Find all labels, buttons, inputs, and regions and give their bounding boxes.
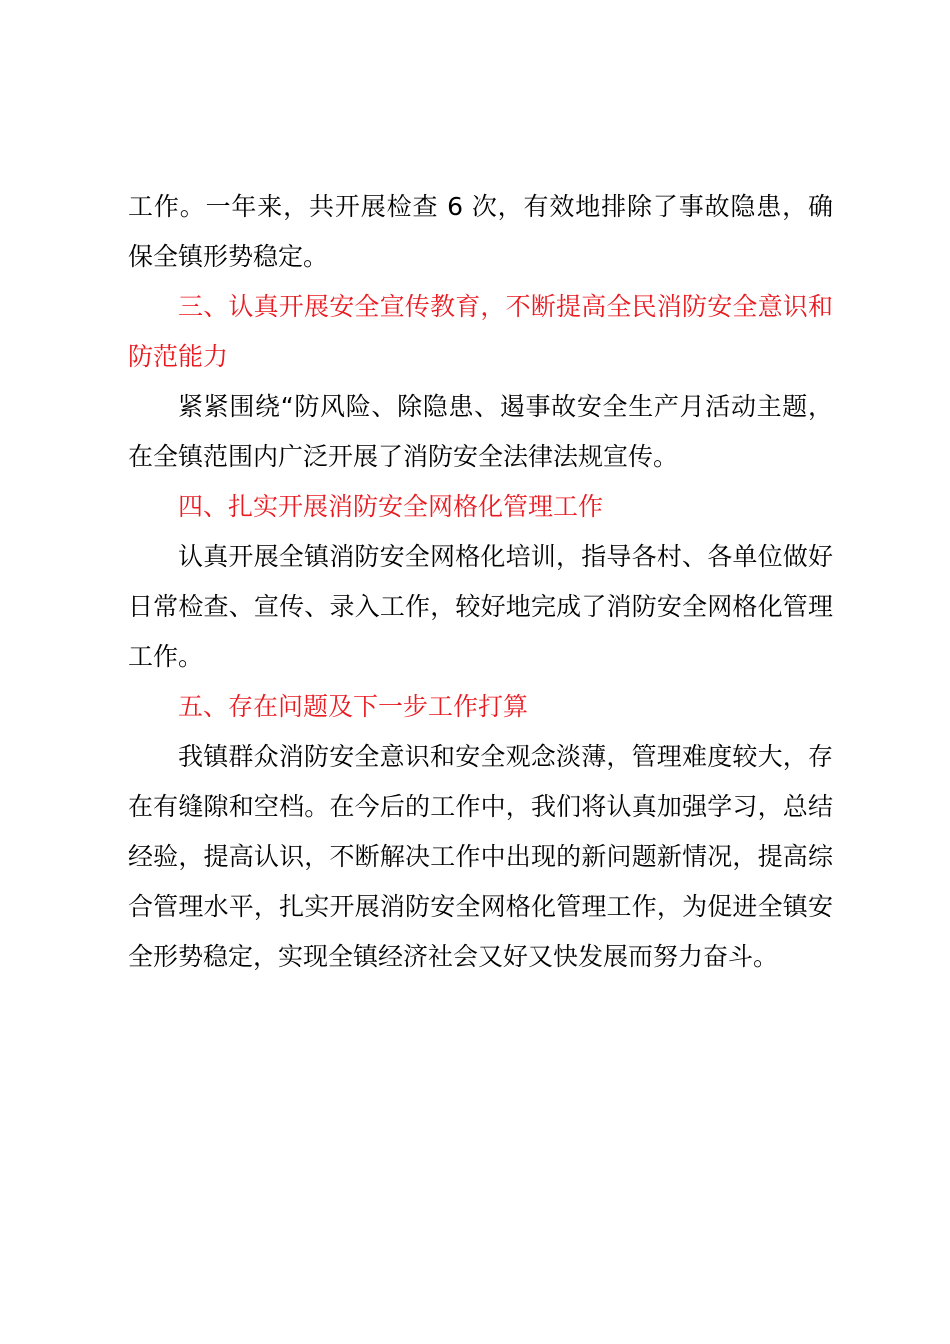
- section-heading-4: 四、扎实开展消防安全网格化管理工作: [178, 492, 604, 521]
- paragraph-section-5: 我镇群众消防安全意识和安全观念淡薄，管理难度较大，存在有缝隙和空档。在今后的工作中，我们将认真加强学习，总结经验，提高认识，不断解决工作中出现的新问题新情况，提高综合管理水平，扎实开展消防安全网格化管理工作，为促进全镇安全形势稳定，实现全镇经济社会又好又快发展而努力奋斗。: [128, 742, 833, 971]
- paragraph-section-4: 认真开展全镇消防安全网格化培训，指导各村、各单位做好日常检查、宣传、录入工作，较好地完成了消防安全网格化管理工作。: [128, 542, 833, 671]
- paragraph-section-3: 紧紧围绕“防风险、除隐患、遏事故安全生产月活动主题，在全镇范围内广泛开展了消防安全法律法规宣传。: [128, 392, 833, 471]
- section-heading-5: 五、存在问题及下一步工作打算: [178, 692, 529, 721]
- paragraph-continuation: 工作。一年来，共开展检查 6 次，有效地排除了事故隐患，确保全镇形势稳定。: [128, 192, 833, 271]
- section-heading-3: 三、认真开展安全宣传教育，不断提高全民消防安全意识和防范能力: [128, 292, 833, 371]
- document-body: [128, 182, 833, 982]
